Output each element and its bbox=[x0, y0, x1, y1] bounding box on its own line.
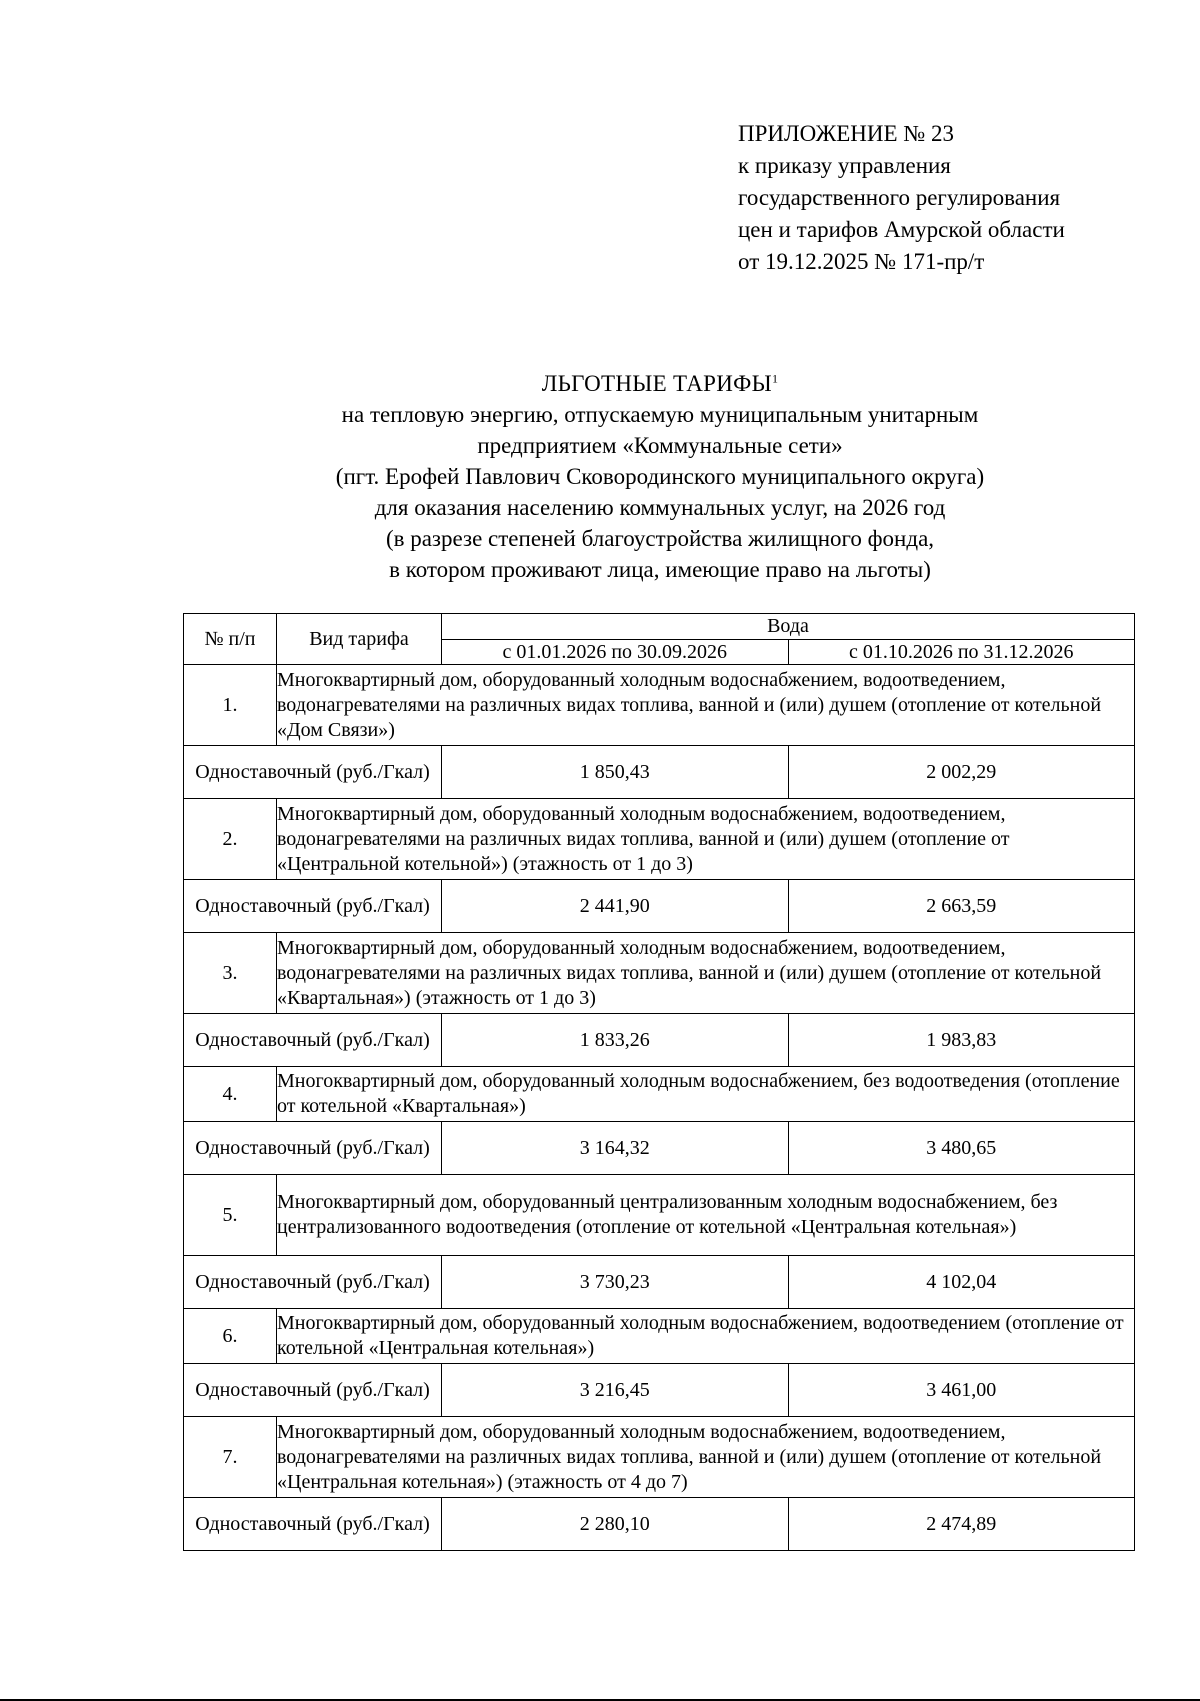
tariff-value-period-2: 2 002,29 bbox=[788, 746, 1135, 799]
table-row bbox=[184, 1067, 1135, 1122]
appendix-number: ПРИЛОЖЕНИЕ № 23 bbox=[738, 121, 955, 146]
document-title bbox=[160, 368, 1160, 399]
tariff-value-period-1: 2 280,10 bbox=[442, 1498, 789, 1551]
appendix-authority-line: государственного регулирования bbox=[738, 185, 1061, 210]
table-row bbox=[184, 1256, 1135, 1309]
tariff-value-period-1: 3 216,45 bbox=[442, 1364, 789, 1417]
table-row bbox=[184, 880, 1135, 933]
row-number: 3. bbox=[184, 933, 277, 1014]
row-description: Многоквартирный дом, оборудованный холодным водоснабжением, водоотведением, водонагревателями на различных видах топлива, ванной и (или) душем (отопление от «Центральной котельной») (этажность от 1 до 3) bbox=[277, 799, 1135, 880]
table-row bbox=[184, 799, 1135, 880]
document-title-block bbox=[160, 368, 1160, 585]
subtitle-line: для оказания населению коммунальных услуг, на 2026 год bbox=[374, 495, 946, 520]
tariff-kind: Одноставочный (руб./Гкал) bbox=[184, 1364, 442, 1417]
tariff-kind: Одноставочный (руб./Гкал) bbox=[184, 1122, 442, 1175]
document-title-text: ЛЬГОТНЫЕ ТАРИФЫ bbox=[541, 371, 772, 396]
tariff-value-period-1: 3 730,23 bbox=[442, 1256, 789, 1309]
footnote-mark: 1 bbox=[772, 371, 779, 386]
subtitle-line: (пгт. Ерофей Павлович Сковородинского муниципального округа) bbox=[335, 464, 985, 489]
table-row bbox=[184, 1417, 1135, 1498]
header-tariff-kind: Вид тарифа bbox=[277, 614, 442, 665]
tariff-value-period-1: 1 833,26 bbox=[442, 1014, 789, 1067]
row-number: 1. bbox=[184, 665, 277, 746]
header-water: Вода bbox=[442, 614, 1135, 640]
table-row bbox=[184, 1364, 1135, 1417]
row-number: 4. bbox=[184, 1067, 277, 1122]
table-row bbox=[184, 746, 1135, 799]
table-row bbox=[184, 1498, 1135, 1551]
tariff-kind: Одноставочный (руб./Гкал) bbox=[184, 1014, 442, 1067]
tariff-value-period-2: 3 461,00 bbox=[788, 1364, 1135, 1417]
tariffs-table bbox=[183, 613, 1135, 1551]
appendix-order-line: к приказу управления bbox=[738, 153, 951, 178]
appendix-authority-line-2: цен и тарифов Амурской области bbox=[738, 217, 1065, 242]
table-row bbox=[184, 1122, 1135, 1175]
row-description: Многоквартирный дом, оборудованный холодным водоснабжением, без водоотведения (отопление от котельной «Квартальная») bbox=[277, 1067, 1135, 1122]
subtitle-line: (в разрезе степеней благоустройства жилищного фонда, bbox=[385, 526, 935, 551]
tariff-value-period-2: 2 663,59 bbox=[788, 880, 1135, 933]
row-description: Многоквартирный дом, оборудованный холодным водоснабжением, водоотведением, водонагревателями на различных видах топлива, ванной и (или) душем (отопление от котельной «Квартальная») (этажность от 1 до 3) bbox=[277, 933, 1135, 1014]
row-description: Многоквартирный дом, оборудованный холодным водоснабжением, водоотведением, водонагревателями на различных видах топлива, ванной и (или) душем (отопление от котельной «Центральная котельная») (этажность от 4 до 7) bbox=[277, 1417, 1135, 1498]
tariff-value-period-2: 1 983,83 bbox=[788, 1014, 1135, 1067]
table-row bbox=[184, 1014, 1135, 1067]
header-period-1: с 01.01.2026 по 30.09.2026 bbox=[442, 640, 789, 665]
row-description: Многоквартирный дом, оборудованный централизованным холодным водоснабжением, без централизованного водоотведения (отопление от котельной «Центральная котельная») bbox=[277, 1175, 1135, 1256]
tariff-value-period-2: 3 480,65 bbox=[788, 1122, 1135, 1175]
row-description: Многоквартирный дом, оборудованный холодным водоснабжением, водоотведением (отопление от котельной «Центральная котельная») bbox=[277, 1309, 1135, 1364]
row-number: 6. bbox=[184, 1309, 277, 1364]
subtitle-line: предприятием «Коммунальные сети» bbox=[477, 433, 843, 458]
table-row bbox=[184, 1175, 1135, 1256]
row-description: Многоквартирный дом, оборудованный холодным водоснабжением, водоотведением, водонагревателями на различных видах топлива, ванной и (или) душем (отопление от котельной «Дом Связи») bbox=[277, 665, 1135, 746]
subtitle-line: в котором проживают лица, имеющие право на льготы) bbox=[389, 557, 931, 582]
tariff-value-period-1: 1 850,43 bbox=[442, 746, 789, 799]
tariff-kind: Одноставочный (руб./Гкал) bbox=[184, 1256, 442, 1309]
tariff-kind: Одноставочный (руб./Гкал) bbox=[184, 1498, 442, 1551]
tariff-value-period-1: 2 441,90 bbox=[442, 880, 789, 933]
row-number: 5. bbox=[184, 1175, 277, 1256]
table-row bbox=[184, 933, 1135, 1014]
row-number: 2. bbox=[184, 799, 277, 880]
tariff-kind: Одноставочный (руб./Гкал) bbox=[184, 880, 442, 933]
tariff-value-period-2: 2 474,89 bbox=[788, 1498, 1135, 1551]
appendix-header bbox=[738, 118, 1065, 278]
header-number: № п/п bbox=[184, 614, 277, 665]
table-row bbox=[184, 665, 1135, 746]
tariff-value-period-2: 4 102,04 bbox=[788, 1256, 1135, 1309]
header-period-2: с 01.10.2026 по 31.12.2026 bbox=[788, 640, 1135, 665]
table-row bbox=[184, 1309, 1135, 1364]
tariff-value-period-1: 3 164,32 bbox=[442, 1122, 789, 1175]
tariff-kind: Одноставочный (руб./Гкал) bbox=[184, 746, 442, 799]
subtitle-line: на тепловую энергию, отпускаемую муниципальным унитарным bbox=[341, 402, 979, 427]
appendix-order-date: от 19.12.2025 № 171-пр/т bbox=[738, 249, 985, 274]
row-number: 7. bbox=[184, 1417, 277, 1498]
